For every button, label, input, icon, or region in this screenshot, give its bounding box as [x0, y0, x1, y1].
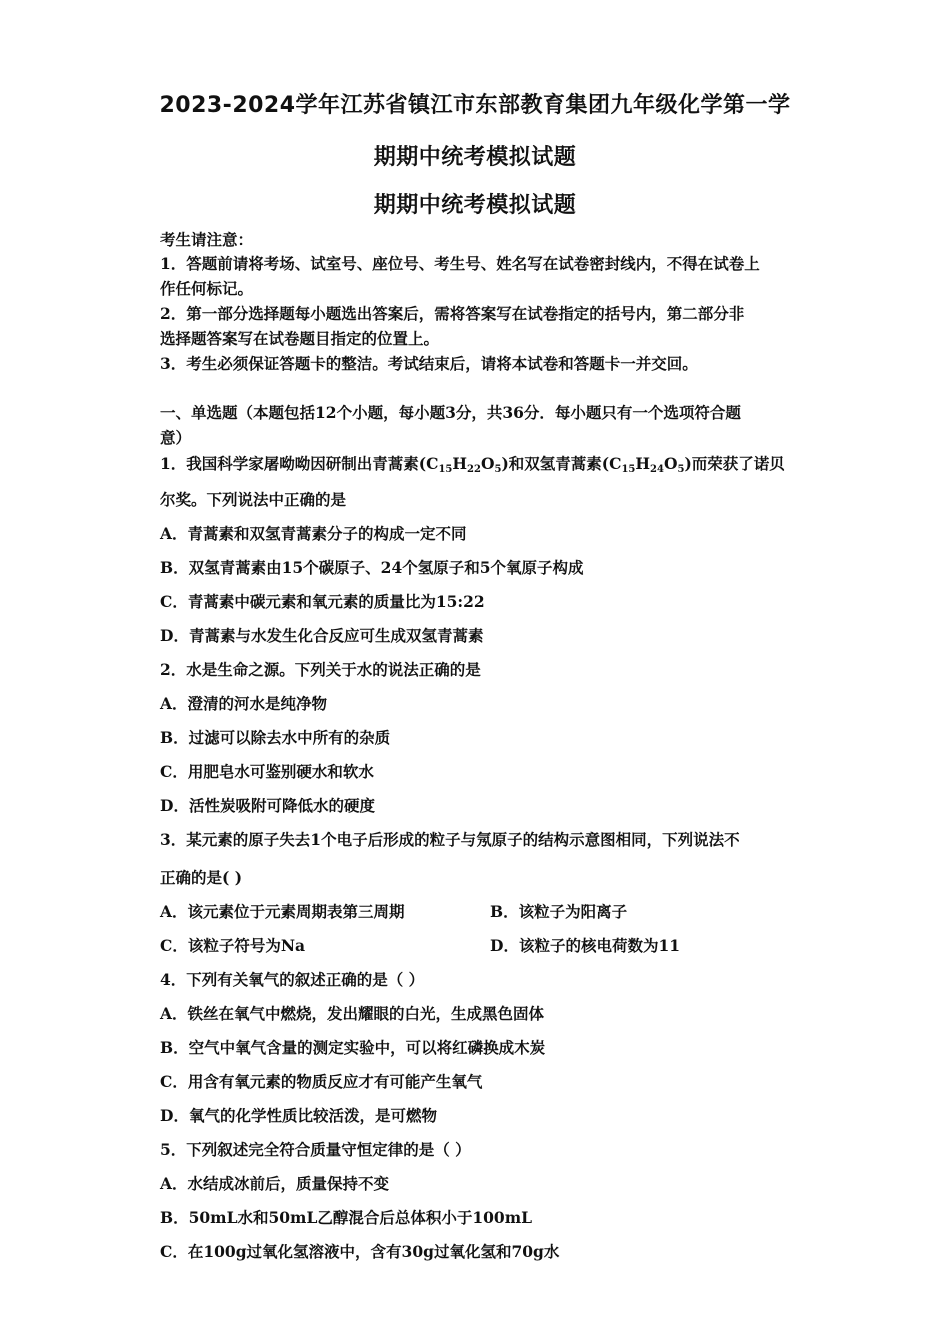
q3-option-a: A．该元素位于元素周期表第三周期 — [160, 902, 405, 921]
notice-item-2b: 选择题答案写在试卷题目指定的位置上。 — [160, 329, 440, 348]
q5-option-a: A．水结成冰前后，质量保持不变 — [160, 1174, 390, 1193]
notice-item-1a: 1．答题前请将考场、试室号、座位号、考生号、姓名写在试卷密封线内，不得在试卷上 — [160, 254, 760, 273]
q2-option-a: A．澄清的河水是纯净物 — [160, 694, 328, 713]
section-heading-a: 一、单选题（本题包括12个小题，每小题3分，共36分．每小题只有一个选项符合题 — [160, 403, 741, 422]
q4-stem: 4．下列有关氧气的叙述正确的是（ ） — [160, 970, 425, 989]
q2-option-c: C．用肥皂水可鉴别硬水和软水 — [160, 762, 374, 781]
notice-item-1b: 作任何标记。 — [160, 279, 254, 298]
q1-option-c: C．青蒿素中碳元素和氧元素的质量比为15:22 — [160, 592, 485, 611]
q2-option-b: B．过滤可以除去水中所有的杂质 — [160, 728, 391, 747]
q1-option-a: A．青蒿素和双氢青蒿素分子的构成一定不同 — [160, 524, 467, 543]
q5-option-c: C．在100g过氧化氢溶液中，含有30g过氧化氢和70g水 — [160, 1242, 560, 1261]
q4-option-c: C．用含有氧元素的物质反应才有可能产生氧气 — [160, 1072, 483, 1091]
q3-option-c: C．该粒子符号为Na — [160, 936, 306, 955]
doc-title-line2: 期期中统考模拟试题 — [373, 145, 577, 170]
q3-stem-b: 正确的是( ) — [160, 868, 243, 887]
q1-stem-a: 1．我国科学家屠呦呦因研制出青蒿素$(C_{15}H_{22}O_5)$和双氢青蒿素$(C_{15}H_{24}O_5)$而荣获了诺贝 — [160, 454, 785, 475]
notice-item-3: 3．考生必须保证答题卡的整洁。考试结束后，请将本试卷和答题卡一并交回。 — [160, 354, 698, 373]
q2-option-d: D．活性炭吸附可降低水的硬度 — [160, 796, 375, 815]
notice-item-2a: 2．第一部分选择题每小题选出答案后，需将答案写在试卷指定的括号内，第二部分非 — [160, 304, 745, 323]
q2-stem: 2．水是生命之源。下列关于水的说法正确的是 — [160, 660, 481, 679]
doc-title-line1: 2023-2024学年江苏省镇江市东部教育集团九年级化学第一学 — [159, 93, 791, 118]
q1-option-b: B．双氢青蒿素由15个碳原子、24个氢原子和5个氧原子构成 — [160, 558, 584, 577]
q5-option-b: B．50mL水和50mL乙醇混合后总体积小于100mL — [160, 1208, 532, 1227]
q5-stem: 5．下列叙述完全符合质量守恒定律的是（ ） — [160, 1140, 471, 1159]
notice-heading: 考生请注意： — [160, 230, 254, 249]
q4-option-a: A．铁丝在氧气中燃烧，发出耀眼的白光，生成黑色固体 — [160, 1004, 545, 1023]
doc-title-line3: 期期中统考模拟试题 — [373, 193, 577, 218]
q4-option-b: B．空气中氧气含量的测定实验中，可以将红磷换成木炭 — [160, 1038, 546, 1057]
section-heading-b: 意） — [160, 428, 192, 447]
q1-stem-b: 尔奖。下列说法中正确的是 — [160, 490, 347, 509]
q4-option-d: D．氧气的化学性质比较活泼，是可燃物 — [160, 1106, 437, 1125]
q3-option-d: D．该粒子的核电荷数为11 — [490, 936, 681, 955]
q1-option-d: D．青蒿素与水发生化合反应可生成双氢青蒿素 — [160, 626, 484, 645]
q3-stem-a: 3．某元素的原子失去1个电子后形成的粒子与氖原子的结构示意图相同，下列说法不 — [160, 830, 740, 849]
q3-option-b: B．该粒子为阳离子 — [490, 902, 628, 921]
